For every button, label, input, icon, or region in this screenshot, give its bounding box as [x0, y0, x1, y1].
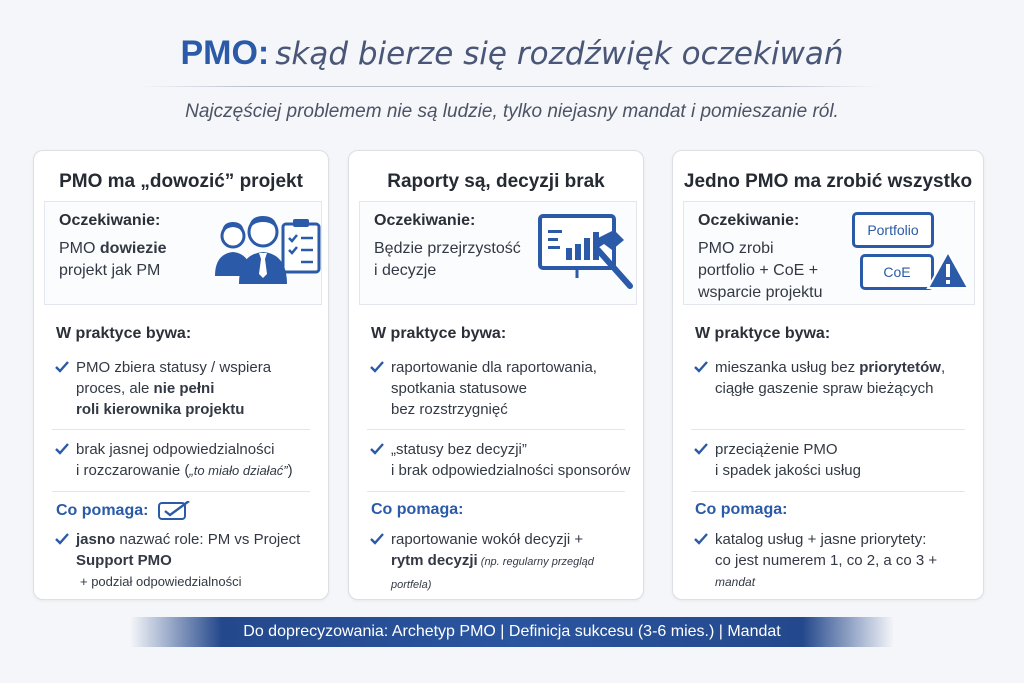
check-icon [54, 441, 70, 457]
help-label: Co pomaga: [371, 501, 464, 518]
help-item: katalog usług + jasne priorytety: co jest numerem 1, co 2, a co 3 + mandat [693, 529, 973, 593]
card-reports-no-decisions [348, 150, 644, 600]
chart-hammer-icon [532, 210, 642, 294]
help-item: raportowanie wokół decyzji + rytm decyzji (np. regularny przegląd portfela) [369, 529, 633, 596]
check-icon [369, 441, 385, 457]
coe-tag: CoE [860, 254, 934, 290]
check-icon [693, 441, 709, 457]
practice-label: W praktyce bywa: [371, 325, 507, 342]
practice-item: brak jasnej odpowiedzialności i rozczarowanie („to miało działać”) [54, 439, 318, 481]
check-icon [693, 531, 709, 547]
portfolio-tag: Portfolio [852, 212, 934, 248]
expectation-label: Oczekiwanie: [698, 212, 800, 229]
expectation-text: PMO dowiezie projekt jak PM [59, 240, 167, 279]
divider [52, 491, 310, 492]
divider [367, 491, 625, 492]
practice-item: mieszanka usług bez priorytetów, ciągłe gaszenie spraw bieżących [693, 357, 973, 399]
help-item: jasno nazwać role: PM vs Project Support PMO + podział odpowiedzialności [54, 529, 318, 592]
expectation-text: Będzie przejrzystość i decyzje [374, 240, 521, 279]
subtitle: Najczęściej problemem nie są ludzie, tylko niejasny mandat i pomieszanie ról. [185, 101, 839, 122]
help-label: Co pomaga: [56, 501, 191, 521]
card-title: Jedno PMO ma zrobić wszystko [683, 171, 973, 192]
people-clipboard-icon [213, 210, 323, 296]
check-icon [54, 359, 70, 375]
footer-banner: Do doprecyzowania: Archetyp PMO | Definicja sukcesu (3-6 mies.) | Mandat [130, 617, 894, 647]
practice-item: „statusy bez decyzji” i brak odpowiedzialności sponsorów [369, 439, 633, 481]
check-icon [369, 531, 385, 547]
card-title: Raporty są, decyzji brak [387, 171, 605, 192]
divider [52, 429, 310, 430]
expectation-box [359, 201, 637, 305]
help-label: Co pomaga: [695, 501, 788, 518]
practice-item: przeciążenie PMO i spadek jakości usług [693, 439, 973, 481]
expectation-label: Oczekiwanie: [374, 212, 476, 229]
expectation-box [44, 201, 322, 305]
divider [367, 429, 625, 430]
title-text: skąd bierze się rozdźwięk oczekiwań [275, 36, 844, 72]
expectation-box [683, 201, 975, 305]
documents-warning-icon [844, 208, 972, 300]
check-icon [693, 359, 709, 375]
expectation-label: Oczekiwanie: [59, 212, 161, 229]
divider [691, 491, 965, 492]
card-title: PMO ma „dowozić” projekt [59, 171, 303, 192]
title-divider [140, 86, 880, 87]
divider [691, 429, 965, 430]
card-deliver-project [33, 150, 329, 600]
practice-label: W praktyce bywa: [695, 325, 831, 342]
practice-item: raportowanie dla raportowania, spotkania statusowe bez rozstrzygnięć [369, 357, 633, 420]
expectation-text: PMO zrobi portfolio + CoE + wsparcie projektu [698, 240, 823, 301]
practice-item: PMO zbiera statusy / wspiera proces, ale nie pełni roli kierownika projektu [54, 357, 318, 420]
card-one-pmo-everything [672, 150, 984, 600]
title-brand: PMO: [180, 34, 270, 72]
page-title [0, 34, 1024, 73]
warning-icon [926, 248, 970, 292]
check-icon [54, 531, 70, 547]
check-icon [369, 359, 385, 375]
practice-label: W praktyce bywa: [56, 325, 192, 342]
checkbox-icon [157, 501, 191, 521]
